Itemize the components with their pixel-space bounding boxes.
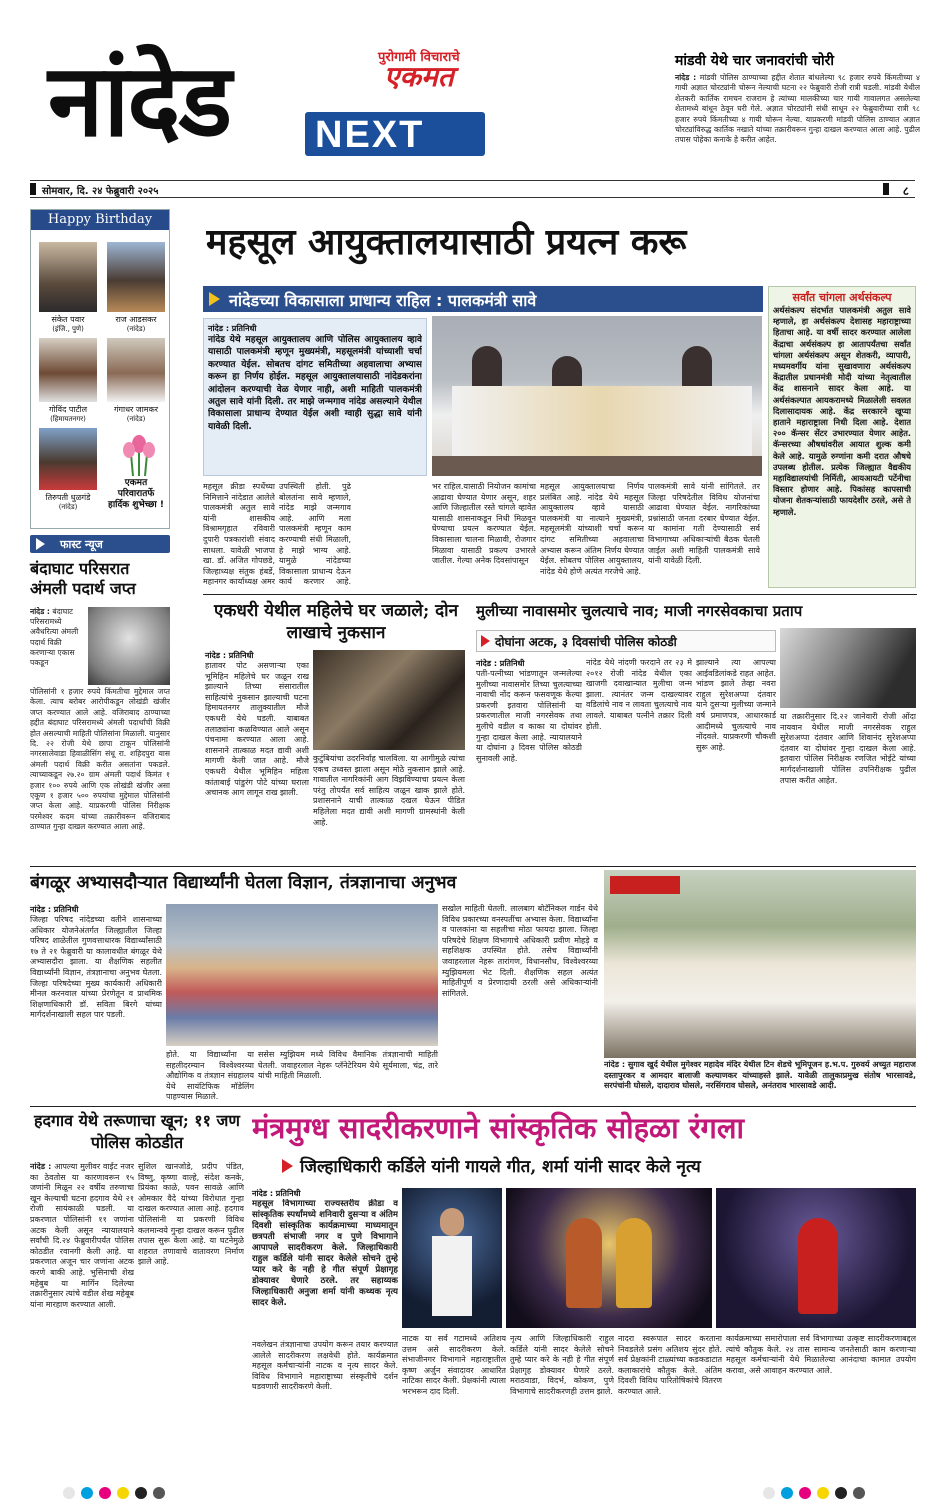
brand-tagline: पुरोगामी विचाराचे (378, 50, 460, 65)
brand-next-box (305, 112, 485, 156)
lead-intro-box (203, 318, 427, 476)
name-col-4: या तक्रारीनुसार दि.२२ जानेवारी रोजी ओंदा नायवान येथील माजी नगरसेवक राहुल सुरेशअप्पा दंतवार आणि शिवानंद सुरेशअप्पा दंतवार या दोघांवर गुन्हा दाखल केला आहे. इतवारा पोलिस निरीक्षक रणजित भोईटे यांच्या मार्गदर्शनाखाली पोलिस उपनिरीक्षक पुढील तपास करीत आहेत. (780, 712, 916, 785)
birthday-title: Happy Birthday (31, 210, 169, 230)
birthday-name: संकेत पवार (51, 315, 85, 324)
birthday-photo (39, 338, 97, 402)
birthday-wish-3: हार्दिक शुभेच्छा ! (108, 500, 164, 510)
top-right-body: मांडवी पोलिस ठाण्याच्या हद्दीत शेतात बांधलेल्या ९८ हजार रुपये किंमतीच्या ४ गायी अज्ञात चोरट्यांनी चोरून नेल्याची घटना २२ फेब्रुवारी रोजी रात्री घडली. मांडवी येथील शेतकरी कार्तिक रामचन राजराम हे त्यांच्या मालकीच्या चार गायी गावालगत असलेल्या शेतामध्ये बांधून ठेवून घरी गेले. अज्ञात चोरट्यांनी संधी साधून २२ फेब्रुवारीच्या रात्री ९८ हजार रुपये किंमतीच्या ४ गायी चोरून नेल्या. याप्रकरणी मांडवी पोलिस ठाण्यात अज्ञात चोरट्यांविरुद्ध कार्तिक नखाते यांच्या तक्रारीवरून गुन्हा दाखल करण्यात आला आहे. पुढील तपास पोहेका कनाके हे करीत आहेत. (675, 73, 920, 145)
divider (30, 866, 916, 867)
lead-col-5: पालकमंत्री सावे यांनी सांगितले. तर जिल्हा परिषदेतील विविध योजनांचा आढावा घेण्यात येईल. नागरिकांच्या प्रश्नांसाठी जनता दरबार घेण्यात येईल. या कामांना गती देण्यासाठी सर्व विभागाच्या अधिकाऱ्यांची बैठक घेतली जाईल अशी माहिती पालकमंत्री सावे यांनी यावेळी दिली. (648, 482, 760, 566)
top-right-lead: नांदेड : (675, 73, 697, 82)
fast-news-label: फास्ट न्यूज (60, 538, 103, 551)
name-col-3: झाल्याने त्या आपल्या आईवडिलांकडे राहत आहेत. भांडण झाले तेव्हा नवरा राहुल सुरेशअप्पा दंतवार याने दुसऱ्या मुलीच्या जन्माने वर्ष प्रमाणपत्र, आधारकार्ड आदीमध्ये चुलत्याचे नाव नोंदवले. याप्रकरणी चौकशी सुरू आहे. (696, 658, 776, 752)
bengaluru-col-4: सखोल माहिती घेतली. लालबाग बोटॅनिकल गार्डन येथे विविध प्रकारच्या वनस्पतींचा अभ्यास केला. विद्यार्थ्यांना व पालकांना या सहलीचा मोठा फायदा झाला. जिल्हा परिषदेचे शिक्षण विभागाचे अधिकारी प्रवीण मोहड़े व सहशिक्षक उपस्थित होते. तसेच विद्यार्थ्यांनी जवाहरलाल नेहरू तारांगण, विधानसौध, विश्वेश्वरय्या म्युझियमला भेट दिली. शैक्षणिक सहल अत्यंत माहितीपूर्ण व प्रेरणादायी ठरली असे अधिकाऱ्यांनी सांगितले. (442, 904, 598, 998)
birthday-place: (इंजि., पुणे) (52, 325, 84, 333)
masthead-title: नांदेड (48, 41, 230, 159)
bengaluru-col-1: जिल्हा परिषद नांदेडच्या वतीने शासनाच्या अधिकार योजनेअंतर्गत जिल्ह्यातील जिल्हा परिषद शाळेतील गुणवत्ताधारक विद्यार्थ्यांसाठी १७ ते २१ फेब्रुवारी या कालावधीत बंगळूर येथे अभ्यासदौरा झाला. या शैक्षणिक सहलीत विद्यार्थ्यांनी विज्ञान, तंत्रज्ञानाचा अनुभव घेतला. जिल्हा परिषदेच्या मुख्य कार्यकारी अधिकारी मीनल करनवाल यांच्या प्रेरणेतून व प्राथमिक शिक्षणाधिकारी डॉ. सविता बिरगे यांच्या मार्गदर्शनाखाली सहल पार पडली. (30, 915, 162, 1020)
birthday-place: (हिमायतनगर) (50, 415, 86, 423)
fast-news-body: पोलिसांनी १ हजार रुपये किंमतीचा मुद्देमाल जप्त केला. त्याच बरोबर आरोपीकडून लोखंडी खंजीर जप्त करण्यात आले आहे. वजिराबाद ठाण्याच्या हद्दीत बंदाघाट परिसरामध्ये अंमली पदार्थांची विक्री होत असल्याची माहिती पोलिसांना मिळाली. यानुसार दि. २२ रोजी येथे छापा टाकून पोलिसांनी नगरसालेवाडा हिवाळीसिंग संधू रा. शहिदपुरा यास अंमली पदार्थ विक्री करीत असतांना पकडले. त्याच्याकडून २७.२० ग्राम अंमली पदार्थ किमंत १ हजार १०० रुपये आणि एक लोखंडी खंजीर असा एकूण १ हजार ५०० रुपयांचा मुद्देमाल पोलिसांनी जप्त केला आहे. याप्रकरणी पोलिस निरीक्षक परमेश्वर कदम यांच्या तक्रारीवरून वजिराबाद ठाण्यात गुन्हा दाखल करण्यात आला आहे. (30, 687, 170, 832)
name-col-1: पती-पत्नीच्या भांडणातून जन्मलेल्या मुलीच्या नावासमोर तिच्या चुलत्याच्या नावाची नोंद करून फसवणूक केल्या प्रकरणी इतवारा पोलिसांनी या प्रकरणातील माजी नगरसेवक तथा मुलीचे वडील व काका या दोघांवर गुन्हा दाखल केला आहे. न्यायालयाने या दोघांना ३ दिवस पोलिस कोठडी सुनावली आहे. (476, 669, 582, 763)
handcuff-photo (88, 607, 170, 685)
bengaluru-col-3: ससेस म्युझियम मध्ये विविध वैमानिक तंत्रज्ञानाची माहिती घेतली. जवाहरलाल नेहरू प्लॅनेटेरियम येथे सूर्यमाला, चंद्र, तारे यांची माहिती मिळाली. (258, 1050, 438, 1081)
bengaluru-headline: बंगळूर अभ्यासदौऱ्यात विद्यार्थ्यांनी घेतला विज्ञान, तंत्रज्ञानाचा अनुभव (30, 873, 457, 893)
handcuff-photo-2 (780, 628, 916, 708)
culture-subheadline: जिल्हाधिकारी कर्डिले यांनी गायले गीत, शर्मा यांनी सादर केले नृत्य (300, 1157, 701, 1177)
lead-col-2: उपस्थिती होती. पुढे बोलतांना सावे म्हणाले, नांदेड माझे जन्मगाव आहे. आणि मला पालकमंत्री म्हणून काम करण्याची संधी मिळाली, हे माझे भाग्य आहे. यामुळे नांदेडच्या विकासाला प्राधान्य देऊन कार्य करणार आहे. (279, 482, 351, 587)
name-subheadline-box (476, 630, 776, 652)
hadgaon-headline: हदगाव येथे तरूणाचा खून; ११ जण पोलिस कोठडीत (34, 1111, 240, 1152)
birthday-place: (नांदेड) (58, 503, 78, 511)
budget-headline: सर्वांत चांगला अर्थसंकल्प (792, 291, 892, 304)
dance-photo-1 (506, 1188, 712, 1328)
brand-next: NEXT (315, 114, 425, 156)
masthead (0, 0, 945, 178)
flower-icon (119, 432, 159, 476)
divider (203, 594, 917, 595)
registration-marks-right (760, 1484, 868, 1501)
budget-box (768, 286, 916, 588)
birthday-photo (39, 428, 97, 490)
birthday-name: गोविंद पाटील (48, 405, 88, 414)
birthday-wish-1: एकमत (124, 478, 148, 488)
temple-event-photo (604, 870, 916, 1058)
arrow-icon (209, 292, 220, 306)
culture-col-1: नवलेखन तंत्रज्ञानाचा उपयोग करून तयार करण्यात आलेले सादरीकरण लक्षवेधी होते. कार्यक्रमात महसूल कर्मचाऱ्यांनी नाटक व नृत्य सादर केले. विविध विभागाने महाराष्ट्राच्या संस्कृतीचे दर्शन घडवणारी सादरीकरणे केली. (252, 1340, 398, 1392)
lead-col-4: महसूल आयुक्तालयाचा निर्णय प्रलंबित आहे. नांदेड येथे महसूल आयुक्तालय व्हावे यासाठी पालकमंत्री या नात्याने मुख्यमंत्री, महसूलमंत्री यांच्याशी चर्चा करून दांगट समितीच्या अहवालाचा अभ्यास करून अंतिम निर्णय घेण्यात येईल. सोबतच पोलिस आयुक्तालय, नांदेड येथे होणे अत्यंत गरजेचे आहे. (540, 482, 644, 576)
event-caption: नांदेड : सुगाव खुर्द येथील मुगेश्वर महादेव मंदिर येथील टिन शेडचे भूमिपूजन ह.भ.प. गुरुवर्य अच्युत महाराज दस्तापुरकर व आमदार बालाजी कल्याणकर यांच्याहस्ते झाले. यावेळी तालुकाप्रमुख संतोष भारसावडे, सरपंचांनी घोसले, दादाराव घोसले, नरसिंगराव घोसले, अनंतराव भारसावडे आदी. (604, 1060, 916, 1091)
arrow-icon (282, 1159, 293, 1173)
birthday-name: राज आडसकर (115, 315, 157, 324)
birthday-wish-2: परिवारातर्फे (117, 489, 155, 499)
lead-col-1b (355, 482, 427, 588)
students-photo (166, 904, 438, 1046)
lead-col-3: भर राहिल.यासाठी नियोजन कामांचा आढावा घेण्यात येणार असून, शहर आणि जिल्हातील रस्ते चांगले व्हावेत यासाठी शासनाकडून निधी मिळवून घेण्याचा प्रयत्न करण्यात येईल. विकासाला चालना मिळावी, रोजगार मिळावा यासाठी प्रकल्प उभारले जातील. गेल्या अनेक दिवसांपासून (432, 482, 536, 566)
singer-photo (402, 1188, 502, 1328)
fast-news-headline: बंदाघाट परिसरात अंमली पदार्थ जप्त (30, 559, 136, 598)
fast-news-bar (30, 535, 170, 553)
name-headline: मुलीच्या नावासमोर चुलत्याचे नाव; माजी नगरसेवकाचा प्रताप (476, 602, 803, 620)
bengaluru-dateline: नांदेड : प्रतिनिधी (30, 905, 79, 914)
fire-col-1: हातावर पोट असणाऱ्या एका भूमिहिन महिलेचे घर जळून राख झाल्याने तिच्या संसारातील साहित्यांचे नुकसान झाल्याची घटना हिमायतनगर तालुक्यातील मौजे एकधरी येथे घडली. याबाबत तलाठ्यांना कळविण्यात आले असून पंचनामा करण्यात आला आहे. शासनाने तात्काळ मदत द्यावी अशी मागणी केली जात आहे. मौजे एकधरी येथील भूमिहिन महिला कांताबाई पांडुरंग पोटे यांच्या घराला अचानक आग लागून राख झाली. (205, 661, 309, 798)
culture-dateline: नांदेड : प्रतिनिधी (252, 1189, 301, 1198)
arrow-icon (481, 635, 490, 647)
birthday-photo (107, 242, 165, 312)
lead-headline: महसूल आयुक्तालयासाठी प्रयत्न करू (206, 221, 687, 263)
culture-col-2: नाटक या सर्व गटामध्ये अतिशय उत्तम असे सादरीकरण केले. संभाजीनगर विभागाने महाराष्ट्रातील कृष्ण अर्जुन संवादावर आधारित नाटिका सादर केली. प्रेक्षकांनी त्याला भरभरून दाद दिली. (402, 1334, 506, 1396)
issue-date: सोमवार, दि. २४ फेब्रुवारी २०२५ (42, 186, 159, 197)
name-col-2: नांदेड येथे नांदणी फरदाने तर २३ मे २०१२ रोजी नांदेड येथील एका खाजगी दवाखान्यात मुलीचा जन्म झाला. त्यानंतर जन्म दाखल्यावर वडिलांचे नाव न लावता चुलत्याचे नाव लावले. याबाबत पत्नीने तक्रार दिली होती. (586, 658, 692, 731)
lead-col-1: महसूल क्रीडा स्पर्धेच्या निमित्ताने नांदेडात आलेले पालकमंत्री अतुल सावे यांनी शासकीय विश्रामगृहात रविवारी दुपारी पत्रकारांशी संवाद साधला. यावेळी भाजपा खा. डॉ. अजित गोपछडे, जिल्हाध्यक्ष संतुक हंबर्डे, महानगर कार्याध्यक्ष अमर (203, 482, 275, 587)
lead-intro: नांदेड येथे महसूल आयुक्तालय आणि पोलिस आयुक्तालय व्हावे यासाठी पालकमंत्री म्हणून मुख्यमंत्री, महसूलमंत्री यांच्याशी चर्चा करण्यात येईल. सोबतच दांगट समितीच्या अहवालाचा अभ्यास करून हा निर्णय होईल. महसूल आयुक्तालयासाठी नांदेडकरांना आंदोलन करण्याची वेळ येणार नाही, अशी माहिती पालकमंत्री अतुल सावे यांनी दिली. तर माझे जन्मगाव नांदेड असल्याने येथील विकासाला प्राधान्य देण्यात येईल अशी ग्वाही सुद्धा सावे यांनी यावेळी दिली. (208, 335, 422, 432)
birthday-name: गंगाधर जामकर (113, 405, 159, 414)
birthday-place: (नांदेड) (126, 325, 146, 333)
hadgaon-col-1: आपल्या मुलीवर वाईट नजर का ठेवतोस या कारणावरून १५ जणांनी मिळून २२ वर्षीय तरुणाचा खून केल्याची घटना हदगाव येथे २१ रोजी सायंकाळी घडली. या प्रकरणात पोलिसांनी ११ जणांना अटक केली असून न्यायालयाने सर्वांची दि.२४ फेब्रुवारीपर्यंत पोलिस कोठडीत रवानगी केली आहे. या प्रकरणात अजून चार जणांना अटक करणे बाकी आहे. भुसिनाची शेख महेबुब या मार्गिन दिलेल्या तक्रारीनुसार त्यांचे वडील शेख महेबूब यांना मारहाण करण्यात आली. (30, 1162, 134, 1309)
top-right-headline: मांडवी येथे चार जनावरांची चोरी (675, 53, 835, 69)
budget-body: अर्थसंकल्प संदर्भात पालकमंत्री अतुल सावे म्हणाले, हा अर्थसंकल्प देशासह महाराष्ट्राच्या हिताचा आहे. या वर्षी सादर करण्यात आलेला केंद्राचा अर्थसंकल्प हा आतापर्यंतचा सर्वांत चांगला अर्थसंकल्प असून शेतकरी, व्यापारी, मध्यमवर्गीय यांना सुखावणारा अर्थसंकल्प केंद्रातील प्रधानमंत्री मोदी यांच्या नेतृत्वातील केंद्र शासनाने सादर केला आहे. या अर्थसंकल्पात आयकरामध्ये मिळालेली सवलत दिलासादायक आहे. केंद्र सरकारने खूप्या हाताने महाराष्ट्राला निधी दिला आहे. देशात २०० कॅन्सर सेंटर उभारण्यात येणार आहेत. कॅन्सरच्या औषधांवरील आयात शुल्क कमी केले आहे. यामुळे रुग्णांना कमी दरात औषधे उपलब्ध होतील. प्रत्येक जिल्ह्यात वैद्यकीय महाविद्यालयांची निर्मिती, आयआयटी पटेंनीचा विस्तार होणार आहे. पिकांसह कापसाची योजना शेतकऱ्यांसाठी फायदेशीर ठरले, असे ते म्हणाले. (773, 305, 911, 517)
birthday-photo (107, 338, 165, 402)
fast-news-body-short: बंदाघाट परिसरामध्ये अवैधरित्या अंमली पदार्थ विक्री करणाऱ्या एकास पकडून (30, 607, 79, 668)
fire-dateline: नांदेड : प्रतिनिधी (205, 651, 254, 660)
culture-col-4: नादरा स्वरूपात सादर करताना निवडलेले प्रसंग अतिशय सुंदर होते. सर्व प्रेक्षकांनी टाळ्यांच्या कडकडाटात कलाकारांचे कौतुक केले. अंतिम दिवशी विविध पारितोषिकांचे वितरण करण्यात आले. (618, 1334, 722, 1396)
culture-headline: मंत्रमुग्ध सादरीकरणाने सांस्कृतिक सोहळा रंगला (252, 1111, 745, 1145)
fast-news-lead: नांदेड : (30, 607, 50, 616)
fire-col-2: कुटुंबियांचा उदरनिर्वाह चालविला. या आगीमुळे त्यांचा एकच उध्वस्त झाला असून मोठे नुकसान झाले आहे. गावातील नागरिकांनी आग विझविण्याचा प्रयत्न केला परंतु तोपर्यंत सर्व साहित्य जळून खाक झाले होते. प्रशासनाने याची तात्काळ दखल घेऊन पीडित महिलेला मदत द्यावी अशी मागणी ग्रामस्थांनी केली आहे. (313, 754, 465, 827)
divider (30, 1106, 916, 1107)
birthday-photo (39, 242, 97, 312)
name-subheadline: दोघांना अटक, ३ दिवसांची पोलिस कोठडी (495, 635, 677, 649)
date-bar-marker (30, 183, 36, 195)
date-bar (30, 180, 915, 198)
culture-col-3: नृत्य आणि जिल्हाधिकारी राहुल कर्डिले यांनी सादर केलेले सोचने तुम्हे प्यार करे के नही हे गीत संपूर्ण प्रेक्षागृह डोक्यावर घेणारे ठरले. मराठवाडा, विदर्भ, कोकण, पुणे विभागाचे सादरीकरणही उत्तम झाले. (510, 1334, 614, 1396)
lead-dateline: नांदेड : प्रतिनिधी (208, 324, 257, 333)
hadgaon-lead: नांदेड : (30, 1162, 52, 1171)
birthday-panel (30, 209, 170, 529)
fire-photo (313, 650, 465, 750)
hadgaon-col-2: सुशिल खानजोडे, प्रदीप पंडित, विष्णु, कृष्णा वाल्हे, संदेश कनके, प्रियंका काळे, पवन सावळे आणि ओमकार वैदे यांच्या विरोधात गुन्हा दाखल करण्यात आला आहे. हदगाव पोलिसांनी या प्रकरणी विविध कलमान्वये गुन्हा दाखल करून पुढील तपास सुरू केला आहे. या घटनेमुळे शहरात तणावाचे वातावरण निर्माण झाले आहे. (138, 1162, 244, 1267)
lead-subheadline-bar (203, 286, 763, 312)
top-right-news (675, 52, 920, 168)
lead-subheadline: नांदेडच्या विकासाला प्राधान्य राहिल : पालकमंत्री सावे (229, 291, 537, 310)
dance-photo-2 (716, 1188, 916, 1328)
culture-col-5: कार्यक्रमाच्या समारोपाला सर्व विभागाच्या उत्कृष्ट सादरीकरणाबद्दल त्यांचे कौतुक केले. २४ तास सामान्य जनतेसाठी काम करणाऱ्या महसूल कर्मचाऱ्यांनी येथे मिळालेल्या आनंदाचा कामात उपयोग करावा, असे आवाहन करण्यात आले. (726, 1334, 916, 1375)
page-number: ८ (902, 184, 909, 198)
lead-photo (432, 316, 762, 476)
culture-subheadline-box (282, 1152, 916, 1180)
brand-name: एकमत (384, 60, 454, 93)
arrow-icon (36, 538, 45, 550)
registration-marks-left (60, 1484, 168, 1501)
bengaluru-col-2: होते. या विद्यार्थ्यांना या सहलीदरम्यान विश्वेश्वरय्या औद्योगिक व तंत्रज्ञान संग्रहालय येथे सायंटिफिक मॉडेलिंग पाहण्यास मिळाले. (166, 1050, 254, 1101)
birthday-place: (नांदेड) (126, 415, 146, 423)
fire-headline: एकधरी येथील महिलेचे घर जळाले; दोन लाखाचे नुकसान (213, 601, 459, 643)
name-dateline: नांदेड : प्रतिनिधी (476, 659, 525, 668)
culture-intro: महसूल विभागाच्या राज्यस्तरीय क्रीडा व सांस्कृतिक स्पर्धांमध्ये शनिवारी दुसऱ्या व अंतिम दिवशी सांस्कृतिक कार्यक्रमाच्या माध्यमातून छत्रपती संभाजी नगर व पुणे विभागाने आपापले सादरीकरण केले. जिल्हाधिकारी राहुल कर्डिले यांनी सादर केलेले सोचने तुम्हे प्यार करे के नही हे गीत संपूर्ण प्रेक्षागृह डोक्यावर घेणारे ठरले. तर सहाय्यक जिल्हाधिकारी अनुजा शर्मा यांनी कथ्थक नृत्य सादर केले. (252, 1199, 398, 1308)
date-bar-marker-right (883, 183, 889, 195)
birthday-name: तिरुपती धुळगंडे (45, 493, 91, 502)
